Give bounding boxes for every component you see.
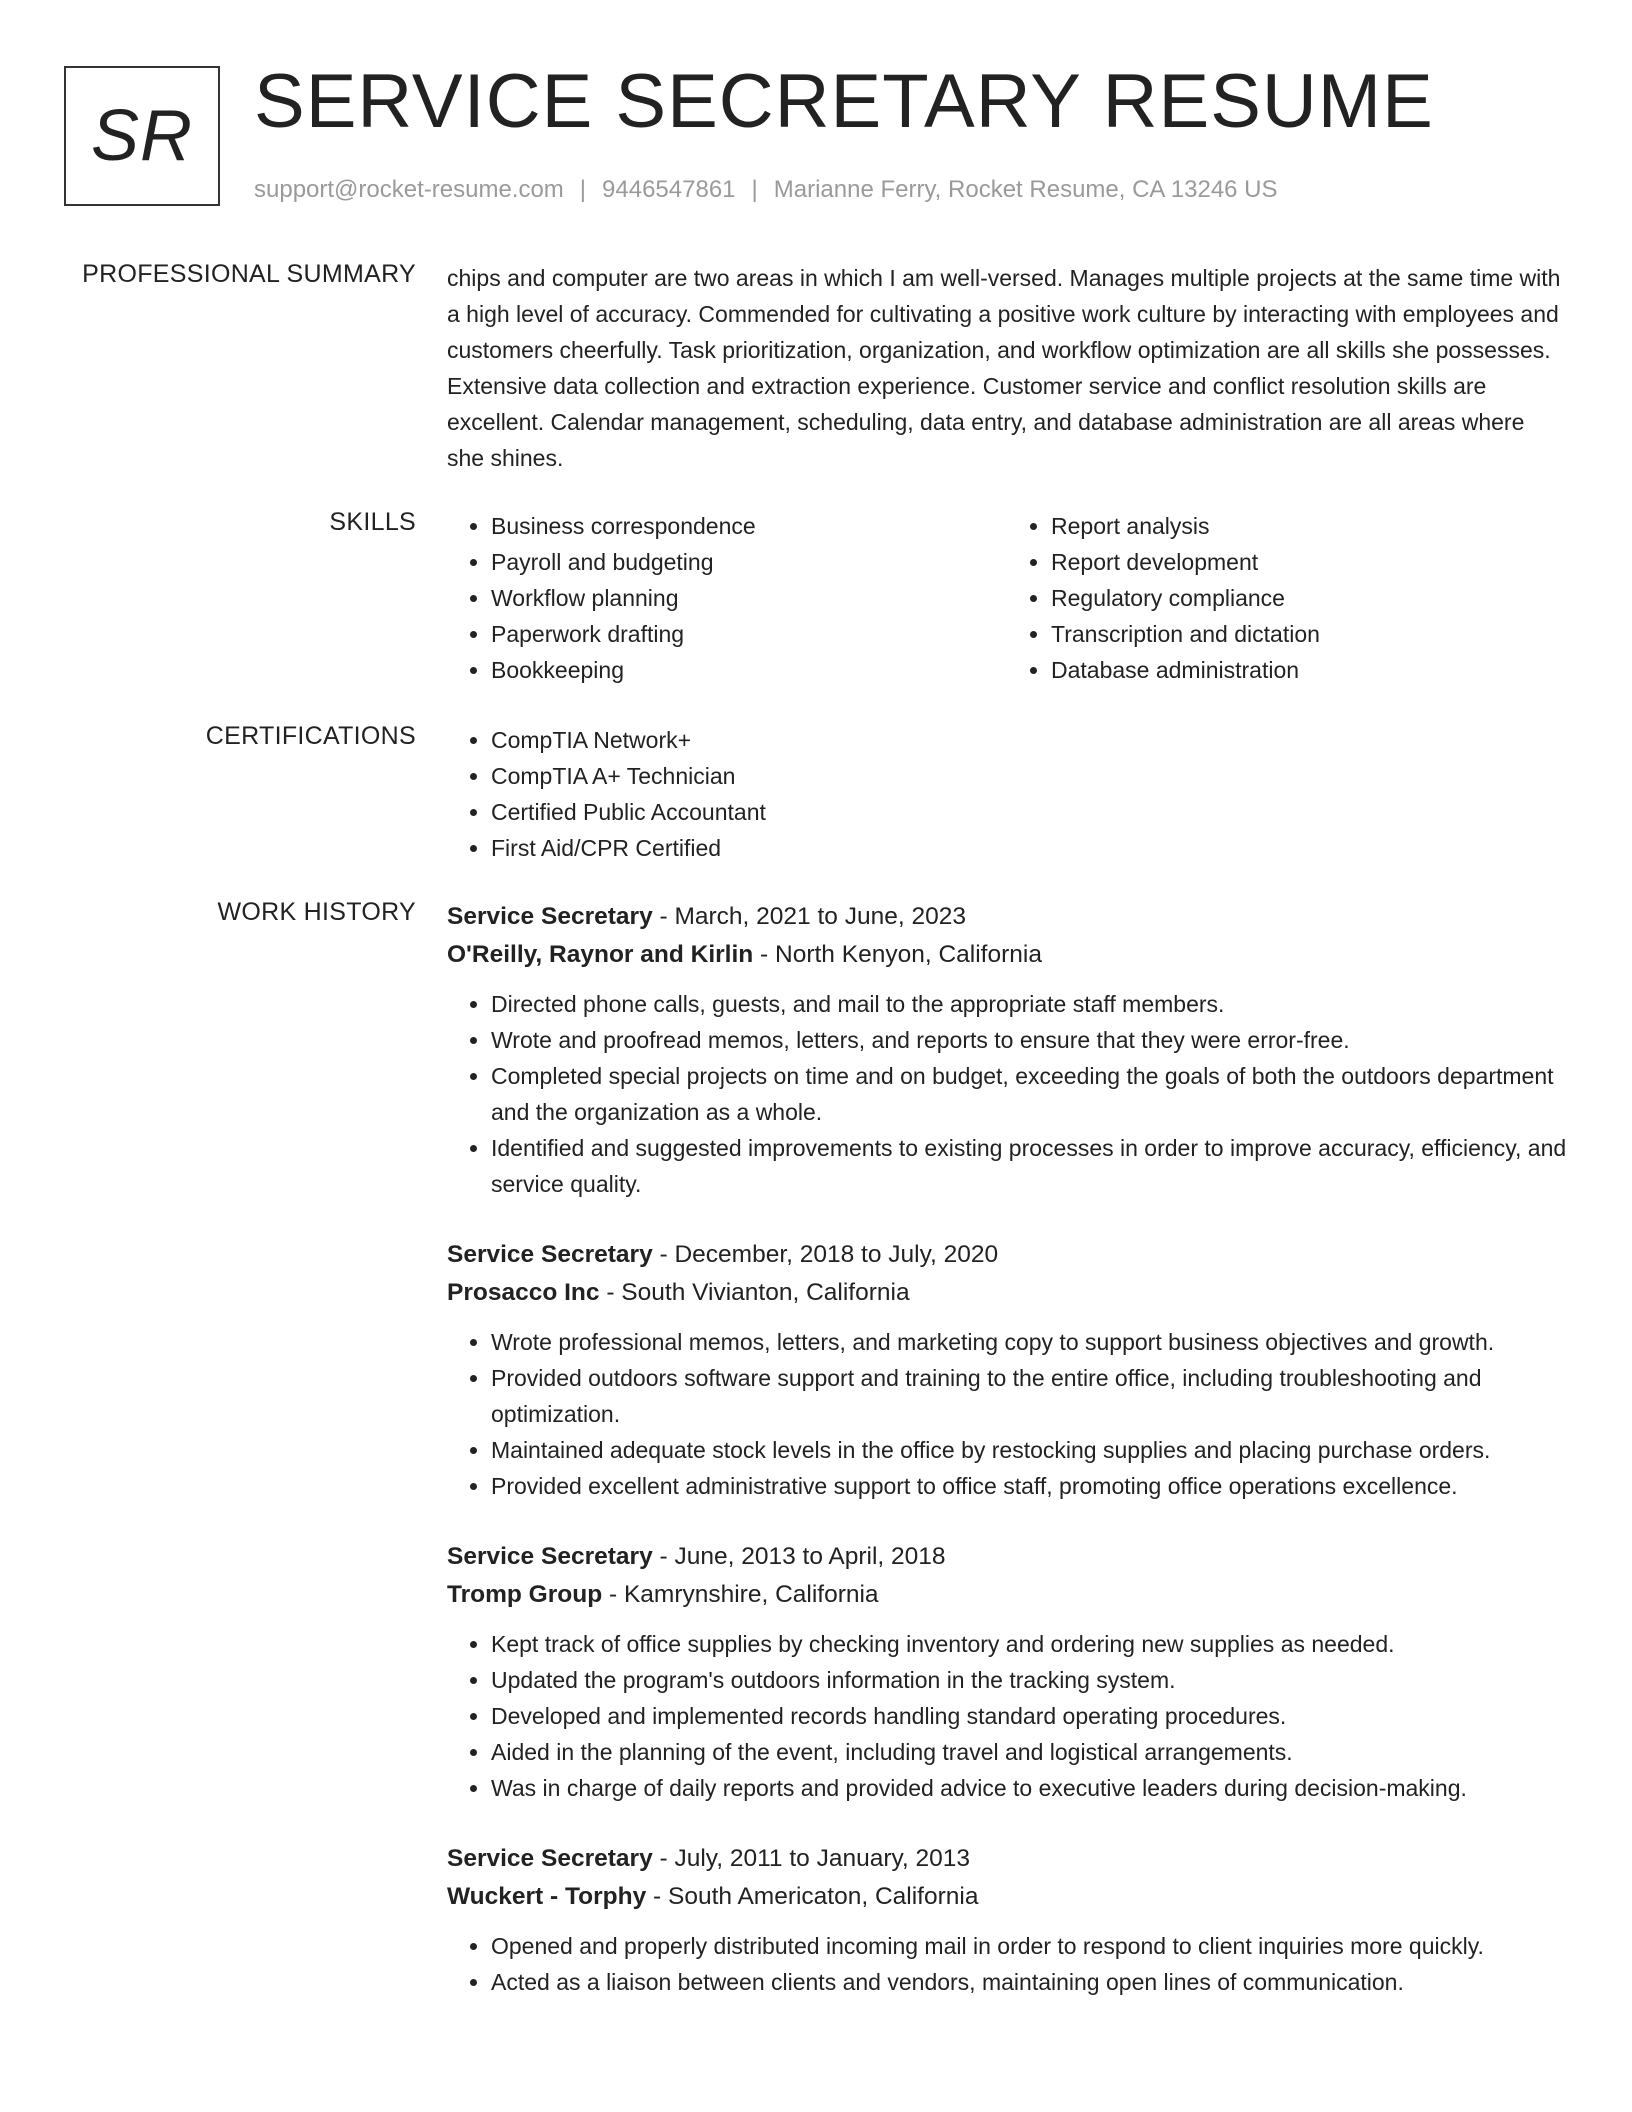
job-bullet: • Was in charge of daily reports and provided advice to executive leaders during decision-making. <box>491 1770 1567 1806</box>
job-company: O'Reilly, Raynor and Kirlin <box>447 941 754 968</box>
job-role-line <box>447 898 1567 936</box>
job-bullet: • Directed phone calls, guests, and mail to the appropriate staff members. <box>491 986 1567 1022</box>
section-title-skills: SKILLS <box>329 508 416 536</box>
contact-line <box>254 176 1278 204</box>
certification-item: • First Aid/CPR Certified <box>491 830 1567 866</box>
job-bullet: • Opened and properly distributed incoming mail in order to respond to client inquiries more quickly. <box>491 1928 1567 1964</box>
job-bullet: • Wrote and proofread memos, letters, and reports to ensure that they were error-free. <box>491 1022 1567 1058</box>
job-dates: - June, 2013 to April, 2018 <box>652 1543 946 1570</box>
job-bullet: • Developed and implemented records handling standard operating procedures. <box>491 1698 1567 1734</box>
skills-list-left <box>447 508 1007 688</box>
contact-address: Marianne Ferry, Rocket Resume, CA 13246 US <box>773 176 1278 203</box>
skill-item: • Workflow planning <box>491 580 1007 616</box>
certification-item: • CompTIA A+ Technician <box>491 758 1567 794</box>
skills-list-right <box>1007 508 1567 688</box>
job-bullet-list <box>447 986 1567 1202</box>
job-role-line <box>447 1538 1567 1576</box>
certification-item: • CompTIA Network+ <box>491 722 1567 758</box>
job-location: - South Americaton, California <box>646 1883 979 1910</box>
skill-item: • Paperwork drafting <box>491 616 1007 652</box>
job-bullet: • Identified and suggested improvements to existing processes in order to improve accuracy, efficiency, and service quality. <box>491 1130 1567 1202</box>
job-bullet: • Wrote professional memos, letters, and marketing copy to support business objectives and growth. <box>491 1324 1567 1360</box>
job-location: - South Vivianton, California <box>599 1279 910 1306</box>
skill-item: • Business correspondence <box>491 508 1007 544</box>
contact-phone: 9446547861 <box>602 176 736 203</box>
job-bullet: • Maintained adequate stock levels in the office by restocking supplies and placing purchase orders. <box>491 1432 1567 1468</box>
job-bullet-list <box>447 1324 1567 1504</box>
skill-item: • Regulatory compliance <box>1051 580 1567 616</box>
job-dates: - March, 2021 to June, 2023 <box>652 903 966 930</box>
monogram-initials: SR <box>90 96 194 176</box>
skill-item: • Payroll and budgeting <box>491 544 1007 580</box>
job-location: - Kamrynshire, California <box>602 1581 879 1608</box>
job-company: Prosacco Inc <box>447 1279 600 1306</box>
job-bullet-list <box>447 1626 1567 1806</box>
job-company-line <box>447 1878 1567 1916</box>
job-company-line <box>447 936 1567 974</box>
contact-email: support@rocket-resume.com <box>254 176 564 203</box>
job-bullet: • Completed special projects on time and on budget, exceeding the goals of both the outdoors department and the organization as a whole. <box>491 1058 1567 1130</box>
skill-item: • Database administration <box>1051 652 1567 688</box>
summary-text: chips and computer are two areas in which I am well-versed. Manages multiple projects at the same time with a high level of accuracy. Commended for cultivating a positive work culture by interacting with employees and customers cheerfully. Task prioritization, organization, and workflow optimization are all skills she possesses. Extensive data collection and extraction experience. Customer service and conflict resolution skills are excellent. Calendar management, scheduling, data entry, and database administration are all areas where she shines. <box>447 265 1561 471</box>
job-role-line <box>447 1236 1567 1274</box>
contact-separator: | <box>751 176 758 203</box>
job-company: Wuckert - Torphy <box>447 1883 647 1910</box>
job-entry <box>447 1236 1567 1504</box>
job-bullet-list <box>447 1928 1567 2000</box>
job-dates: - July, 2011 to January, 2013 <box>652 1845 971 1872</box>
job-dates: - December, 2018 to July, 2020 <box>652 1241 999 1268</box>
job-company: Tromp Group <box>447 1581 603 1608</box>
resume-title: SERVICE SECRETARY RESUME <box>254 59 1434 144</box>
section-title-certifications: CERTIFICATIONS <box>205 722 416 750</box>
job-role: Service Secretary <box>447 1543 653 1570</box>
job-entry <box>447 1538 1567 1806</box>
contact-separator: | <box>579 176 587 203</box>
job-bullet: • Acted as a liaison between clients and vendors, maintaining open lines of communication. <box>491 1964 1567 2000</box>
job-bullet: • Provided excellent administrative support to office staff, promoting office operations excellence. <box>491 1468 1567 1504</box>
job-role-line <box>447 1840 1567 1878</box>
job-role: Service Secretary <box>447 1241 653 1268</box>
job-role: Service Secretary <box>447 1845 653 1872</box>
job-role: Service Secretary <box>447 903 653 930</box>
section-title-work-history: WORK HISTORY <box>217 898 416 926</box>
certifications-list <box>447 722 1567 866</box>
skill-item: • Report analysis <box>1051 508 1567 544</box>
job-bullet: • Provided outdoors software support and training to the entire office, including troubleshooting and optimization. <box>491 1360 1567 1432</box>
job-bullet: • Updated the program's outdoors information in the tracking system. <box>491 1662 1567 1698</box>
job-company-line <box>447 1274 1567 1312</box>
skill-item: • Bookkeeping <box>491 652 1007 688</box>
job-company-line <box>447 1576 1567 1614</box>
monogram-box <box>64 66 220 206</box>
job-entry <box>447 898 1567 1202</box>
skill-item: • Report development <box>1051 544 1567 580</box>
section-title-summary: PROFESSIONAL SUMMARY <box>82 260 416 288</box>
job-entry <box>447 1840 1567 2000</box>
job-bullet: • Aided in the planning of the event, including travel and logistical arrangements. <box>491 1734 1567 1770</box>
job-bullet: • Kept track of office supplies by checking inventory and ordering new supplies as needed. <box>491 1626 1567 1662</box>
skill-item: • Transcription and dictation <box>1051 616 1567 652</box>
job-location: - North Kenyon, California <box>753 941 1042 968</box>
certification-item: • Certified Public Accountant <box>491 794 1567 830</box>
